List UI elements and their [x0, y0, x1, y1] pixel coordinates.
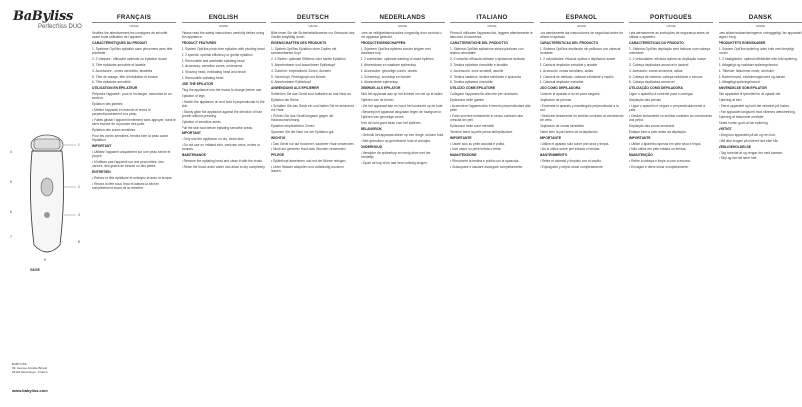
section-heading: IMPORTANT: [92, 144, 112, 149]
paragraph: 4. Accessoire: gevoelige zones, oksels: [360, 68, 417, 73]
column-heading: NEDERLANDS: [361, 14, 445, 23]
paragraph: 1. Sistema Opti'liss depilação sem beliscar com cabeça orientável: [629, 46, 711, 56]
paragraph: • Utilice el aparato solo sobre piel seca y limpia.: [539, 141, 610, 146]
paragraph: 1. System Opti'liss Epilation ohne Zupfen mit schwenkbarem Kopf: [271, 46, 337, 56]
paragraph: • Retirez la tête épilatoire et nettoyez-la avec la brosse.: [92, 176, 173, 181]
paragraph: • Utilize o aparelho apenas em pele seca e limpa.: [629, 141, 702, 146]
paragraph: 2. 2 Stufen: optimale Effizienz oder sanfte Epilation: [271, 57, 346, 62]
column-model: G820E: [666, 24, 676, 28]
paragraph: • N'utilisez pas l'appareil sur une peau irritée, des varices, des grains de beauté ou des plaies.: [92, 160, 164, 169]
paragraph: Depilação das pernas: [629, 97, 661, 102]
paragraph: 6. Aftageligt epileringshoved: [718, 80, 760, 85]
paragraph: 2. 2 vitesses : efficacité optimale ou épilation douce: [92, 57, 168, 62]
paragraph: • Führen Sie das Gerät langsam gegen die Haarwuchsrichtung.: [271, 113, 334, 123]
section-heading: PRODUCTEIGENSCHAPPEN: [360, 41, 406, 46]
paragraph: 4. Tilbehør: følsomme zoner, armhuler: [718, 68, 775, 73]
paragraph: 1. System Opti'liss epilering uden knib med drejeligt hoved: [718, 46, 794, 56]
column-heading: FRANÇAIS: [92, 14, 176, 23]
paragraph: • Gebruik het apparaat alleen op een droge, schone huid.: [360, 133, 445, 137]
paragraph: Sluit het apparaat aan op het lichtnet om het op te laden.: [360, 92, 444, 97]
paragraph: Epilazione delle zone sensibili: [450, 123, 494, 128]
section-heading: UTILIZAÇÃO COMO DEPILADORA: [629, 86, 683, 91]
section-heading: CARACTÉRISTIQUES DU PRODUIT: [92, 41, 148, 46]
section-heading: USE THE EPILATOR: [181, 82, 214, 86]
paragraph: • Beweeg het apparaat langzaam tegen de haargroei in.: [360, 109, 443, 114]
section-heading: VEDLIGEHOLDELSE: [718, 144, 751, 149]
paragraph: • Do not use on irritated skin, varicose veins, moles or wounds.: [181, 143, 260, 152]
paragraph: 5. Shaving head, exfoliating head and brush: [181, 70, 246, 75]
paragraph: 4. Accessorio: zone sensibili, ascelle: [450, 68, 504, 73]
section-heading: ANWENDUNG ALS EPILIERER: [271, 86, 319, 91]
paragraph: Ligue o aparelho à corrente para o carregar.: [629, 92, 694, 97]
section-heading: PRODUCT FEATURES: [181, 41, 217, 46]
column-heading: PORTUGUÊS: [629, 14, 713, 23]
paragraph: • Farlo scorrere lentamente in senso contrario alla crescita dei peli.: [450, 113, 523, 123]
paragraph: • Rincez la tête sous l'eau et laissez-la sécher complètement avant de la remettre.: [92, 181, 159, 191]
section-heading: IMPORTANTE: [450, 135, 472, 140]
paragraph: • Retire el cabezal y límpielo con el cepillo.: [539, 159, 602, 164]
paragraph: 2. 2 hastigheder: optimal effektivitet eller blid epilering: [718, 57, 797, 62]
paragraph: 6. Abnehmbarer Epilierkopf: [271, 80, 311, 85]
paragraph: • Før apparatet langsomt mod hårenes vækstretning.: [718, 109, 796, 114]
product-name: Perfect'liss DUO: [38, 24, 82, 30]
paragraph: Tendere bene la pelle prima dell'epilazione.: [450, 129, 514, 134]
section-heading: UTILIZZO COME EPILATORE: [450, 86, 496, 91]
paragraph: 5. Tête de rasage, tête d'exfoliation et brosse: [92, 74, 158, 79]
paragraph: • Sciacquare e lasciare asciugare completamente.: [450, 164, 524, 169]
paragraph: 1. System Opti'liss pinch-free epilation with pivoting head: [181, 46, 265, 51]
paragraph: 1. Sistema Opti'liss depilación sin pellizcos con cabezal pivotante: [539, 46, 621, 56]
column-deutsch: [271, 14, 355, 399]
paragraph: • Accendere l'apparecchio e tenerlo perpendicolare alla pelle.: [450, 103, 531, 113]
paragraph: 4. Zubehör: empfindliche Zonen, Achseln: [271, 68, 331, 73]
paragraph: • Må ikke bruges på irriteret hud eller sår.: [718, 138, 779, 143]
section-heading: UTILISATION EN ÉPILATEUR: [92, 86, 138, 91]
column-model: G820E: [576, 24, 587, 28]
paragraph: Lees de veiligheidsinstructies zorgvuldig door voordat u het apparaat gebruikt.: [360, 31, 442, 40]
paragraph: • Slowly glide the appliance against the direction of hair growth without pressing.: [181, 109, 263, 118]
device-label-7: 7: [10, 235, 12, 239]
paragraph: 5. Testina rasatrice, testina esfoliante e spazzola: [450, 74, 521, 79]
paragraph: 3. Testina epilatrice rimovibile e lavabile: [450, 62, 508, 67]
paragraph: Depilação das zonas sensíveis: [629, 123, 675, 128]
paragraph: 3. Aftageligt og vaskbart epileringshoved: [718, 62, 778, 67]
paragraph: Stræk huden godt ud før epilering.: [718, 121, 769, 126]
paragraph: 6. Cabezal depilador extraíble: [539, 80, 584, 85]
column-dansk: [719, 14, 802, 399]
device-label-4: 4: [10, 150, 12, 154]
section-heading: MANTENIMIENTO: [539, 153, 568, 158]
company-name: BABYLISS: [12, 362, 27, 366]
paragraph: Epileren van de benen: [360, 97, 394, 102]
paragraph: Épilation des jambes: [92, 102, 123, 107]
paragraph: 6. Cabeça depiladora amovível: [629, 80, 675, 85]
paragraph: Slut apparatet til lysnettet for at oplade det.: [718, 92, 782, 97]
paragraph: • Epilierkopf abnehmen und mit der Bürste reinigen.: [271, 159, 347, 164]
column-español: [540, 14, 624, 399]
paragraph: Collegare l'apparecchio alla rete per ricaricarlo.: [450, 92, 519, 97]
paragraph: Epilation der Beine: [271, 97, 299, 102]
paragraph: Estire bien la piel antes de la depilación.: [539, 129, 599, 134]
epilator-illustration: [14, 125, 80, 265]
section-heading: USO COMO DEPILADORA: [539, 86, 581, 91]
paragraph: Trek de huid goed strak voor het epileren.: [360, 121, 422, 126]
section-heading: IMPORTANT: [181, 131, 201, 136]
website-url[interactable]: www.babyliss.com: [12, 388, 48, 393]
paragraph: • No lo utilice sobre piel irritada o heridas.: [539, 147, 601, 152]
column-model: G820E: [755, 24, 766, 28]
paragraph: Depilación de piernas: [539, 97, 572, 102]
paragraph: Epileren van gevoelige zones: [360, 115, 404, 120]
column-heading: ENGLISH: [182, 14, 266, 23]
paragraph: Préparez l'appareil : pour le recharger, raccordez-le au secteur.: [92, 92, 172, 101]
paragraph: 3. Cabeça depiladora amovível e lavável: [629, 62, 689, 67]
section-heading: MANUTENÇÃO: [629, 153, 653, 158]
paragraph: Leia atentamente as instruções de segurança antes de utilizar o aparelho.: [629, 31, 710, 40]
device-model-label: G820E: [30, 268, 40, 272]
paragraph: 1. Systeem Opti'liss epileren zonder knijpen met draaibare kop: [360, 46, 431, 56]
paragraph: 3. Abnehmbarer und waschbarer Epilierkopf: [271, 62, 336, 67]
paragraph: Læs sikkerhedsanvisningerne omhyggeligt, før apparatet tages i brug.: [718, 31, 802, 40]
paragraph: 6. Testina epilatrice rimovibile: [450, 80, 494, 85]
column-português: [629, 14, 713, 399]
paragraph: • Brug kun apparatet på tør og ren hud.: [718, 133, 776, 137]
column-français: [92, 14, 176, 399]
section-heading: PRODUKTETS EGENSKABER: [718, 41, 766, 46]
company-street: 99, Avenue Aristide Briand: [12, 366, 48, 371]
column-heading: DEUTSCH: [271, 14, 355, 23]
paragraph: Epilation empfindlicher Zonen: [271, 123, 315, 128]
paragraph: 4. Accessoire : zones sensibles, aisselles: [92, 68, 153, 73]
paragraph: 2. 2 velocità: efficacia ottimale o epilazione delicata: [450, 57, 525, 62]
brand-logo: BaByliss: [13, 9, 74, 24]
paragraph: 1. Sistema Opti'liss epilazione senza pizzicare con testina orientabile: [450, 46, 524, 56]
paragraph: 3. Tête épilatoire amovible et lavable: [92, 62, 146, 67]
device-label-3: 3: [78, 213, 80, 217]
device-label-2: 2: [78, 185, 80, 189]
paragraph: Depilación de zonas sensibles: [539, 123, 584, 128]
paragraph: Spannen Sie die Haut vor der Epilation gut.: [271, 129, 335, 134]
paragraph: Estique bem a pele antes da depilação.: [629, 129, 687, 134]
column-heading: DANSK: [719, 14, 802, 23]
section-heading: PFLEGE: [271, 153, 285, 158]
paragraph: • Verwijder de epileerkop en reinig deze met het borsteltje.: [360, 150, 431, 159]
paragraph: • Rimuovere la testina e pulirla con la spazzola.: [450, 159, 520, 164]
paragraph: 3. Removable and washable epilating head: [181, 58, 245, 63]
section-heading: CARACTERÍSTICAS DO PRODUTO: [629, 41, 684, 46]
paragraph: 3. Cabezal depilador extraíble y lavable: [539, 62, 598, 67]
paragraph: 6. Afneembare epileerkop: [360, 80, 399, 85]
column-heading: ESPAÑOL: [540, 14, 624, 23]
paragraph: • Deslize lentamente no sentido contrário ao crescimento dos pêlos.: [629, 113, 713, 123]
column-model: G820E: [308, 24, 318, 28]
section-heading: VIGTIGT: [718, 127, 732, 132]
paragraph: 5. Barberhoved, eksfolieringshoved og børste: [718, 74, 786, 79]
paragraph: • Switch the appliance on and hold it perpendicular to the skin.: [181, 99, 265, 108]
paragraph: Épilation des zones sensibles: [92, 128, 136, 133]
device-label-8: 8: [78, 240, 80, 244]
section-heading: BELANGRIJK: [360, 127, 382, 132]
paragraph: • Não utilize em pele irritada ou feridas.: [629, 147, 687, 152]
paragraph: • Skyl og lad det tørre helt.: [718, 156, 758, 161]
paragraph: • Spoel de kop af en laat hem volledig drogen.: [360, 160, 428, 165]
paragraph: • Only use the appliance on dry, clean skin.: [181, 137, 245, 142]
section-heading: ONDERHOUD: [360, 144, 383, 149]
section-heading: CARACTERÍSTICAS DEL PRODUCTO: [539, 41, 599, 46]
paragraph: • Zet het apparaat aan en houd het loodrecht op de huid.: [360, 103, 444, 108]
column-heading: ITALIANO: [450, 14, 534, 23]
paragraph: Epilering af følsomme områder: [718, 115, 764, 120]
paragraph: • Mettez l'appareil en marche et tenez-le perpendiculairement à la peau.: [92, 108, 151, 117]
paragraph: Conecte el aparato a la red para cargarlo.: [539, 92, 601, 97]
paragraph: • Non usare su pelle irritata o ferite.: [450, 147, 502, 152]
column-model: G820E: [397, 24, 408, 28]
section-heading: EIGENSCHAFTEN DES PRODUKTS: [271, 41, 327, 46]
paragraph: 1. Système Opti'liss épilation sans pincement avec tête pivotante: [92, 46, 173, 56]
section-heading: IMPORTANTE: [539, 135, 562, 140]
paragraph: • Retire a cabeça e limpe-a com a escova.: [629, 159, 691, 164]
section-heading: ANVENDELSE SOM EPILATOR: [718, 86, 767, 91]
column-italiano: [450, 14, 534, 399]
paragraph: Epilation of legs: [181, 93, 205, 98]
paragraph: Bitte lesen Sie die Sicherheitshinweise vor Gebrauch des Geräts sorgfältig durch.: [271, 31, 355, 40]
paragraph: • Unter Wasser abspülen und vollständig trocknen lassen.: [271, 164, 344, 174]
device-label-5: 5: [10, 180, 12, 184]
paragraph: • Remove the epilating head and clean it with the brush.: [181, 159, 263, 164]
paragraph: 2. 2 velocidades: eficácia óptima ou depilação suave: [629, 57, 706, 62]
paragraph: 4. Accesorio: zonas sensibles, axilas: [539, 68, 594, 73]
paragraph: • Das Gerät nur auf trockener, sauberer Haut verwenden.: [271, 141, 355, 146]
paragraph: • Schalten Sie das Gerät ein und halten Sie es senkrecht zur Haut.: [271, 103, 354, 113]
section-heading: WICHTIG: [271, 135, 286, 140]
section-heading: ENTRETIEN: [92, 170, 111, 175]
paragraph: 5. Scherkopf, Peelingkopf und Bürste: [271, 74, 326, 79]
paragraph: Prima di utilizzare l'apparecchio, leggere attentamente le istruzioni di sicurezza.: [450, 31, 533, 40]
device-label-9: 9: [44, 258, 46, 262]
section-heading: CARATTERISTICHE DEL PRODOTTO: [450, 41, 508, 46]
section-heading: GEBRUIK ALS EPILATOR: [360, 86, 401, 91]
section-heading: MAINTENANCE: [181, 153, 206, 158]
paragraph: Plug the appliance into the mains to charge before use.: [181, 87, 263, 92]
paragraph: 2. 2 speeds: optimal efficiency or gentle epilation: [181, 52, 253, 57]
paragraph: 2. 2 velocidades: eficacia óptima o depilación suave: [539, 57, 616, 62]
paragraph: Lea atentamente las instrucciones de seguridad antes de utilizar el aparato.: [539, 31, 624, 40]
paragraph: 4. Accessory: sensitive zones, underarms: [181, 64, 243, 69]
paragraph: • Enjuáguelo y déjelo secar completamente.: [539, 164, 604, 169]
paragraph: Pour les zones sensibles, tendez bien la peau avant l'épilation.: [92, 134, 169, 143]
paragraph: Veuillez lire attentivement les consignes de sécurité avant toute utilisation de l'appareil.: [92, 31, 168, 40]
paragraph: • Usare solo su pelle asciutta e pulita.: [450, 141, 505, 146]
section-heading: IMPORTANTE: [629, 135, 651, 140]
paragraph: Schließen Sie das Gerät zum Aufladen an das Netz an.: [271, 92, 352, 97]
paragraph: • Ligue o aparelho e segure-o perpendicularmente à pele.: [629, 103, 706, 113]
column-english: [182, 14, 266, 399]
paragraph: 5. Cabezal de afeitado, cabezal exfoliante y cepillo: [539, 74, 614, 79]
paragraph: 6. Tête épilatoire amovible: [92, 80, 131, 85]
paragraph: 6. Removable epilating head: [181, 76, 224, 81]
paragraph: Epilazione delle gambe: [450, 97, 485, 102]
paragraph: • Faites glisser l'appareil lentement sans appuyer, dans le sens inverse de la pousse des poils.: [92, 118, 176, 127]
paragraph: 2. 2 snelheden: optimale werking of zacht epileren: [360, 57, 434, 62]
paragraph: • Rinse the head under water and allow to dry completely.: [181, 164, 266, 169]
paragraph: Epilation of sensitive areas: [181, 119, 221, 124]
paragraph: 5. Cabeça de barbear, cabeça esfoliante e escova: [629, 74, 703, 79]
paragraph: • Niet gebruiken op geïrriteerde huid of wondjes.: [360, 138, 431, 143]
paragraph: • Tag hovedet af og rengør det med børsten.: [718, 150, 784, 155]
device-label-1: 1: [78, 143, 80, 147]
paragraph: • Tænd apparatet og hold det vinkelret på huden.: [718, 103, 790, 108]
column-model: G820E: [218, 24, 229, 28]
paragraph: 5. Scheerkop, scrubkop en borstel: [360, 74, 411, 79]
device-label-6: 6: [10, 210, 12, 214]
section-heading: MANUTENZIONE: [450, 153, 477, 158]
paragraph: • Encienda el aparato y manténgalo perpendicular a la piel.: [539, 103, 619, 113]
paragraph: 3. Afneembare en wasbare epileerkop: [360, 62, 417, 67]
paragraph: 4. Acessório: zonas sensíveis, axilas: [629, 68, 683, 73]
paragraph: • Utilisez l'appareil uniquement sur une peau sèche et propre.: [92, 150, 171, 159]
paragraph: • Nicht auf gereizter Haut oder Wunden verwenden.: [271, 147, 347, 152]
paragraph: Epilering af ben: [718, 97, 742, 102]
company-city: 92120 Montrouge - France: [12, 370, 48, 375]
column-nederlands: [361, 14, 445, 399]
column-model: G820E: [129, 24, 139, 28]
column-model: G820E: [487, 24, 497, 28]
paragraph: Please read the safety instructions carefully before using this appliance.: [181, 31, 265, 40]
paragraph: • Enxagúe e deixe secar completamente.: [629, 164, 689, 169]
paragraph: • Deslícelo lentamente en sentido contrario al crecimiento del vello.: [539, 113, 624, 123]
company-address: [12, 362, 48, 375]
paragraph: Pull the skin taut before epilating sensitive areas.: [181, 125, 253, 130]
